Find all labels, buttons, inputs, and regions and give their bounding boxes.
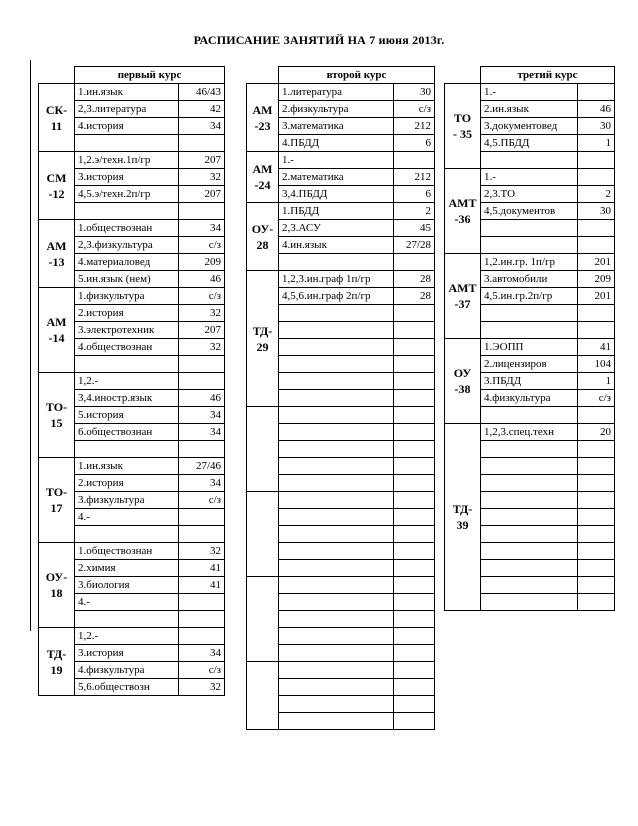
room-cell: 201	[578, 288, 615, 305]
subject-cell	[279, 441, 394, 458]
room-cell	[394, 679, 435, 696]
subject-cell	[481, 543, 578, 560]
table-row	[39, 84, 225, 101]
room-cell	[578, 492, 615, 509]
subject-cell: 1.-	[481, 84, 578, 101]
subject-cell	[481, 577, 578, 594]
subject-cell	[481, 237, 578, 254]
room-cell	[394, 356, 435, 373]
room-cell	[394, 390, 435, 407]
table-row	[247, 407, 435, 424]
subject-cell	[75, 203, 179, 220]
room-cell: с/з	[179, 237, 225, 254]
subject-cell	[279, 696, 394, 713]
room-cell	[578, 169, 615, 186]
subject-cell: 2,3.физкультура	[75, 237, 179, 254]
room-cell	[394, 305, 435, 322]
group-name: ТД- 29	[247, 271, 279, 407]
room-cell: 209	[578, 271, 615, 288]
subject-cell	[279, 305, 394, 322]
subject-cell	[279, 322, 394, 339]
room-cell	[394, 594, 435, 611]
subject-cell: 4.-	[75, 594, 179, 611]
room-cell	[394, 713, 435, 730]
room-cell	[578, 475, 615, 492]
room-cell	[394, 696, 435, 713]
room-cell	[179, 356, 225, 373]
room-cell: 2	[394, 203, 435, 220]
subject-cell: 1.обществознан	[75, 220, 179, 237]
room-cell	[179, 135, 225, 152]
room-cell: 30	[578, 118, 615, 135]
table-row	[445, 424, 615, 441]
table-row	[247, 152, 435, 169]
subject-cell: 4.ин.язык	[279, 237, 394, 254]
room-cell: 34	[179, 407, 225, 424]
room-cell	[394, 492, 435, 509]
room-cell: 20	[578, 424, 615, 441]
subject-cell	[279, 390, 394, 407]
subject-cell	[481, 509, 578, 526]
header-spacer	[39, 67, 75, 84]
subject-cell: 4.ПБДД	[279, 135, 394, 152]
room-cell	[179, 203, 225, 220]
subject-cell: 1.ЭОПП	[481, 339, 578, 356]
room-cell	[394, 645, 435, 662]
subject-cell: 4.обществознан	[75, 339, 179, 356]
subject-cell	[75, 441, 179, 458]
subject-cell: 3,4.ПБДД	[279, 186, 394, 203]
subject-cell	[279, 662, 394, 679]
subject-cell	[279, 356, 394, 373]
room-cell: 201	[578, 254, 615, 271]
subject-cell: 4.физкультура	[75, 662, 179, 679]
subject-cell	[279, 628, 394, 645]
subject-cell: 1,2.-	[75, 628, 179, 645]
room-cell: 28	[394, 288, 435, 305]
subject-cell	[279, 526, 394, 543]
subject-cell	[481, 305, 578, 322]
room-cell	[179, 441, 225, 458]
subject-cell: 2.история	[75, 475, 179, 492]
group-name: СМ -12	[39, 152, 75, 220]
room-cell	[578, 594, 615, 611]
room-cell: 46	[179, 271, 225, 288]
room-cell: 6	[394, 186, 435, 203]
left-margin-line	[30, 60, 31, 631]
room-cell: 28	[394, 271, 435, 288]
room-cell	[179, 611, 225, 628]
subject-cell	[279, 475, 394, 492]
subject-cell	[279, 594, 394, 611]
room-cell	[179, 628, 225, 645]
table-row	[445, 84, 615, 101]
room-cell: с/з	[179, 288, 225, 305]
subject-cell	[279, 373, 394, 390]
first-course-table	[38, 66, 225, 696]
group-name: ТО - 35	[445, 84, 481, 169]
room-cell	[394, 373, 435, 390]
subject-cell: 3,4.иностр.язык	[75, 390, 179, 407]
subject-cell	[279, 679, 394, 696]
subject-cell: 3.история	[75, 645, 179, 662]
subject-cell: 3.биология	[75, 577, 179, 594]
course-header-row	[39, 67, 225, 84]
subject-cell: 4,5.ин.гр.2п/гр	[481, 288, 578, 305]
room-cell: 32	[179, 305, 225, 322]
room-cell	[394, 628, 435, 645]
subject-cell: 3.физкультура	[75, 492, 179, 509]
room-cell	[578, 560, 615, 577]
room-cell: 34	[179, 645, 225, 662]
room-cell	[394, 339, 435, 356]
room-cell	[394, 543, 435, 560]
subject-cell: 3.автомобили	[481, 271, 578, 288]
subject-cell: 4,5.ПБДД	[481, 135, 578, 152]
group-name: ОУ- 18	[39, 543, 75, 628]
room-cell	[578, 543, 615, 560]
subject-cell: 1.-	[279, 152, 394, 169]
room-cell	[179, 509, 225, 526]
subject-cell: 3.документовед	[481, 118, 578, 135]
group-name: ТД- 19	[39, 628, 75, 696]
subject-cell	[481, 441, 578, 458]
group-name: АМ -24	[247, 152, 279, 203]
subject-cell: 4.физкультура	[481, 390, 578, 407]
room-cell	[394, 322, 435, 339]
room-cell: 1	[578, 373, 615, 390]
room-cell	[394, 152, 435, 169]
subject-cell	[279, 339, 394, 356]
room-cell	[578, 220, 615, 237]
room-cell	[394, 254, 435, 271]
room-cell	[578, 152, 615, 169]
subject-cell: 4,5.документов	[481, 203, 578, 220]
room-cell: 207	[179, 322, 225, 339]
subject-cell	[279, 645, 394, 662]
subject-cell	[279, 458, 394, 475]
subject-cell	[481, 322, 578, 339]
subject-cell: 4.история	[75, 118, 179, 135]
table-row	[39, 288, 225, 305]
room-cell: 41	[578, 339, 615, 356]
subject-cell: 1,2.ин.гр. 1п/гр	[481, 254, 578, 271]
room-cell: 30	[578, 203, 615, 220]
table-row	[39, 628, 225, 645]
room-cell: 207	[179, 152, 225, 169]
subject-cell	[279, 713, 394, 730]
room-cell: 34	[179, 220, 225, 237]
subject-cell	[481, 407, 578, 424]
room-cell: 42	[179, 101, 225, 118]
subject-cell: 2,3.АСУ	[279, 220, 394, 237]
room-cell: 6	[394, 135, 435, 152]
subject-cell	[75, 356, 179, 373]
group-name: АМТ -37	[445, 254, 481, 339]
subject-cell	[279, 492, 394, 509]
subject-cell	[279, 560, 394, 577]
table-row	[247, 84, 435, 101]
room-cell	[578, 526, 615, 543]
subject-cell	[279, 577, 394, 594]
subject-cell: 3.математика	[279, 118, 394, 135]
course-header-row	[247, 67, 435, 84]
subject-cell	[279, 407, 394, 424]
group-name	[247, 577, 279, 662]
room-cell: 2	[578, 186, 615, 203]
schedule-title: РАСПИСАНИЕ ЗАНЯТИЙ НА 7 июня 2013г.	[193, 33, 445, 47]
subject-cell: 4,5,6.ин.граф 2п/гр	[279, 288, 394, 305]
subject-cell	[481, 475, 578, 492]
room-cell	[394, 475, 435, 492]
subject-cell: 1.обществознан	[75, 543, 179, 560]
subject-cell: 2,3.ТО	[481, 186, 578, 203]
subject-cell	[481, 458, 578, 475]
subject-cell	[75, 526, 179, 543]
subject-cell: 1.литература	[279, 84, 394, 101]
room-cell: 46	[179, 390, 225, 407]
group-name	[247, 662, 279, 730]
room-cell: 27/46	[179, 458, 225, 475]
subject-cell: 5.история	[75, 407, 179, 424]
third-course-table	[444, 66, 615, 611]
group-name: АМТ -36	[445, 169, 481, 254]
subject-cell	[279, 254, 394, 271]
subject-cell: 3.история	[75, 169, 179, 186]
room-cell	[578, 577, 615, 594]
subject-cell: 3.ПБДД	[481, 373, 578, 390]
table-row	[39, 220, 225, 237]
room-cell: 41	[179, 577, 225, 594]
table-row	[39, 543, 225, 560]
subject-cell	[481, 526, 578, 543]
room-cell	[394, 611, 435, 628]
room-cell: с/з	[394, 101, 435, 118]
room-cell: 212	[394, 118, 435, 135]
room-cell: 207	[179, 186, 225, 203]
table-row	[247, 577, 435, 594]
room-cell	[394, 424, 435, 441]
subject-cell	[481, 594, 578, 611]
subject-cell: 1,2.-	[75, 373, 179, 390]
subject-cell: 2.ин.язык	[481, 101, 578, 118]
subject-cell	[279, 611, 394, 628]
subject-cell	[481, 152, 578, 169]
room-cell: 32	[179, 169, 225, 186]
room-cell: 45	[394, 220, 435, 237]
group-name: АМ -23	[247, 84, 279, 152]
table-row	[445, 254, 615, 271]
room-cell: 1	[578, 135, 615, 152]
group-name: АМ -13	[39, 220, 75, 288]
subject-cell: 1,2.э/техн.1п/гр	[75, 152, 179, 169]
room-cell	[578, 509, 615, 526]
group-name: АМ -14	[39, 288, 75, 373]
table-row	[247, 492, 435, 509]
subject-cell	[75, 611, 179, 628]
subject-cell	[279, 509, 394, 526]
subject-cell: 2.лицензиров	[481, 356, 578, 373]
table-row	[39, 373, 225, 390]
room-cell	[394, 662, 435, 679]
subject-cell: 2.история	[75, 305, 179, 322]
group-name: ОУ- 28	[247, 203, 279, 271]
room-cell	[394, 577, 435, 594]
subject-cell: 5.ин.язык (нем)	[75, 271, 179, 288]
room-cell	[578, 305, 615, 322]
course-header: первый курс	[75, 67, 225, 84]
room-cell: 30	[394, 84, 435, 101]
room-cell: 212	[394, 169, 435, 186]
course-header: второй курс	[279, 67, 435, 84]
table-row	[445, 169, 615, 186]
subject-cell: 1.физкультура	[75, 288, 179, 305]
room-cell: с/з	[179, 662, 225, 679]
room-cell: с/з	[578, 390, 615, 407]
subject-cell: 2,3.литература	[75, 101, 179, 118]
room-cell: 46	[578, 101, 615, 118]
subject-cell	[481, 492, 578, 509]
room-cell: 34	[179, 424, 225, 441]
room-cell: 41	[179, 560, 225, 577]
room-cell: 27/28	[394, 237, 435, 254]
room-cell	[578, 322, 615, 339]
subject-cell: 6.обществознан	[75, 424, 179, 441]
room-cell: 46/43	[179, 84, 225, 101]
subject-cell: 2.математика	[279, 169, 394, 186]
course-header: третий курс	[481, 67, 615, 84]
header-spacer	[247, 67, 279, 84]
room-cell	[578, 407, 615, 424]
room-cell	[394, 441, 435, 458]
room-cell: 104	[578, 356, 615, 373]
table-row	[39, 152, 225, 169]
subject-cell	[481, 560, 578, 577]
subject-cell: 1.ин.язык	[75, 84, 179, 101]
table-row	[247, 271, 435, 288]
subject-cell: 1,2,3.ин.граф 1п/гр	[279, 271, 394, 288]
table-row	[39, 458, 225, 475]
group-name: СК- 11	[39, 84, 75, 152]
room-cell	[578, 237, 615, 254]
subject-cell: 4,5.э/техн.2п/гр	[75, 186, 179, 203]
room-cell	[578, 458, 615, 475]
table-row	[445, 339, 615, 356]
subject-cell: 3.электротехник	[75, 322, 179, 339]
subject-cell: 1.-	[481, 169, 578, 186]
group-name: ОУ -38	[445, 339, 481, 424]
subject-cell	[75, 135, 179, 152]
group-name: ТО- 17	[39, 458, 75, 543]
subject-cell: 1.ПБДД	[279, 203, 394, 220]
room-cell	[578, 84, 615, 101]
room-cell	[179, 594, 225, 611]
room-cell: 32	[179, 679, 225, 696]
group-name: ТД- 39	[445, 424, 481, 611]
group-name	[247, 407, 279, 492]
course-header-row	[445, 67, 615, 84]
room-cell: 32	[179, 543, 225, 560]
room-cell	[179, 373, 225, 390]
room-cell	[394, 407, 435, 424]
room-cell: с/з	[179, 492, 225, 509]
room-cell: 32	[179, 339, 225, 356]
room-cell	[578, 441, 615, 458]
group-name	[247, 492, 279, 577]
subject-cell: 2.химия	[75, 560, 179, 577]
room-cell	[394, 509, 435, 526]
group-name: ТО- 15	[39, 373, 75, 458]
header-spacer	[445, 67, 481, 84]
room-cell: 34	[179, 118, 225, 135]
subject-cell: 1.ин.язык	[75, 458, 179, 475]
subject-cell: 2.физкультура	[279, 101, 394, 118]
room-cell: 209	[179, 254, 225, 271]
subject-cell	[279, 543, 394, 560]
second-course-table	[246, 66, 435, 730]
subject-cell: 4.-	[75, 509, 179, 526]
room-cell	[394, 560, 435, 577]
table-row	[247, 662, 435, 679]
room-cell	[394, 526, 435, 543]
subject-cell	[279, 424, 394, 441]
room-cell	[179, 526, 225, 543]
table-row	[247, 203, 435, 220]
subject-cell: 1,2,3.спец.техн	[481, 424, 578, 441]
subject-cell: 5,6.обществозн	[75, 679, 179, 696]
subject-cell: 4.материаловед	[75, 254, 179, 271]
room-cell: 34	[179, 475, 225, 492]
room-cell	[394, 458, 435, 475]
subject-cell	[481, 220, 578, 237]
